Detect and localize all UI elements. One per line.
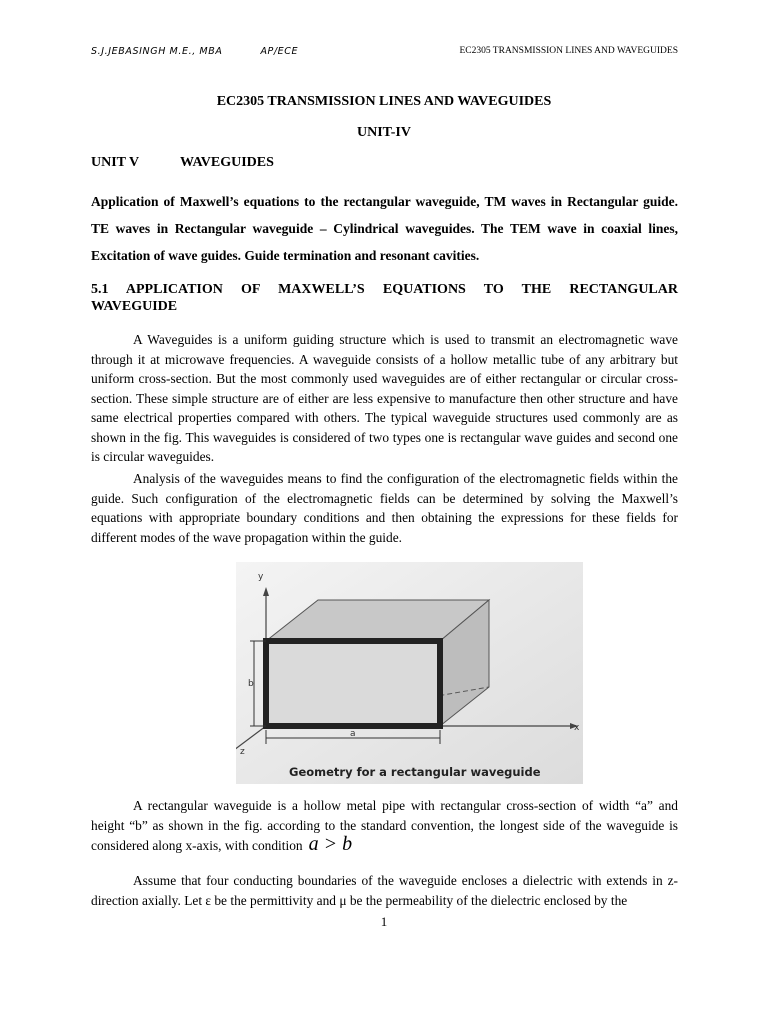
document-title: EC2305 TRANSMISSION LINES AND WAVEGUIDES (216, 94, 552, 109)
unit-name: WAVEGUIDES (180, 155, 274, 170)
section-heading-line2: WAVEGUIDE (91, 299, 178, 314)
paragraph-intro (91, 330, 678, 467)
waveguide-cross-section (266, 641, 440, 726)
z-axis-label: z (240, 747, 245, 757)
page-number: 1 (380, 914, 388, 929)
header-dept: AP/ECE (260, 46, 299, 57)
running-header-left (91, 46, 336, 57)
unit-label: UNIT-IV (357, 125, 411, 140)
paragraph-assume (91, 871, 678, 910)
section-heading (91, 281, 678, 315)
header-author: S.J.JEBASINGH M.E., MBA (91, 46, 223, 57)
y-axis-label: y (258, 572, 264, 582)
dimension-a-label: a (350, 729, 356, 739)
unit-number: UNIT V (91, 155, 140, 170)
waveguide-figure (236, 562, 583, 784)
figure-caption: Geometry for a rectangular waveguide (289, 765, 541, 779)
syllabus-text: Application of Maxwell’s equations to the rectangular waveguide, TM waves in Rectangular guide. TE waves in Rectangular waveguide – Cylindrical waveguides. The TEM wave in coaxial lines, Excitation of wave guides. Guide termination and resonant cavities. (91, 194, 678, 263)
header-course: EC2305 TRANSMISSION LINES AND WAVEGUIDES (459, 46, 678, 56)
paragraph-analysis-text: Analysis of the waveguides means to find the configuration of the electromagnetic fields within the guide. Such configuration of the electromagnetic fields can be determined by solving the Maxwell’s equations with appropriate boundary conditions and then obtaining the expressions for these fields for different modes of the wave propagation within the guide. (91, 471, 678, 545)
paragraph-rectangular-text: A rectangular waveguide is a hollow metal pipe with rectangular cross-section of width “a” and height “b” as shown in the fig. according to the standard convention, the longest side of the waveguide is considered along x-axis, with condition (91, 798, 678, 853)
section-heading-line1: 5.1 APPLICATION OF MAXWELL’S EQUATIONS TO THE RECTANGULAR (91, 282, 678, 297)
dimension-b-label: b (248, 679, 254, 689)
unit-heading (91, 155, 274, 171)
x-axis-label: x (574, 723, 580, 733)
paragraph-analysis (91, 469, 678, 547)
paragraph-intro-text: A Waveguides is a uniform guiding structure which is used to transmit an electromagnetic wave through it at microwave frequencies. A waveguide consists of a hollow metallic tube of any arbitrary but uniform cross-section. But the most commonly used waveguides are of either rectangular or circular cross- section. These simple structure are of either are less expensive to manufacture then other structure and have same electrical properties compared with others. The typical waveguide structures used commonly are as shown in the fig. This waveguides is considered of two types one is rectangular wave guides and second one is circular waveguides. (91, 332, 678, 464)
condition-formula: a > b (308, 833, 353, 855)
paragraph-rectangular (91, 796, 678, 856)
paragraph-assume-text: Assume that four conducting boundaries of the waveguide encloses a dielectric with extends in z-direction axially. Let ε be the permittivity and μ be the permeability of the dielectric enclosed by the (91, 873, 678, 908)
